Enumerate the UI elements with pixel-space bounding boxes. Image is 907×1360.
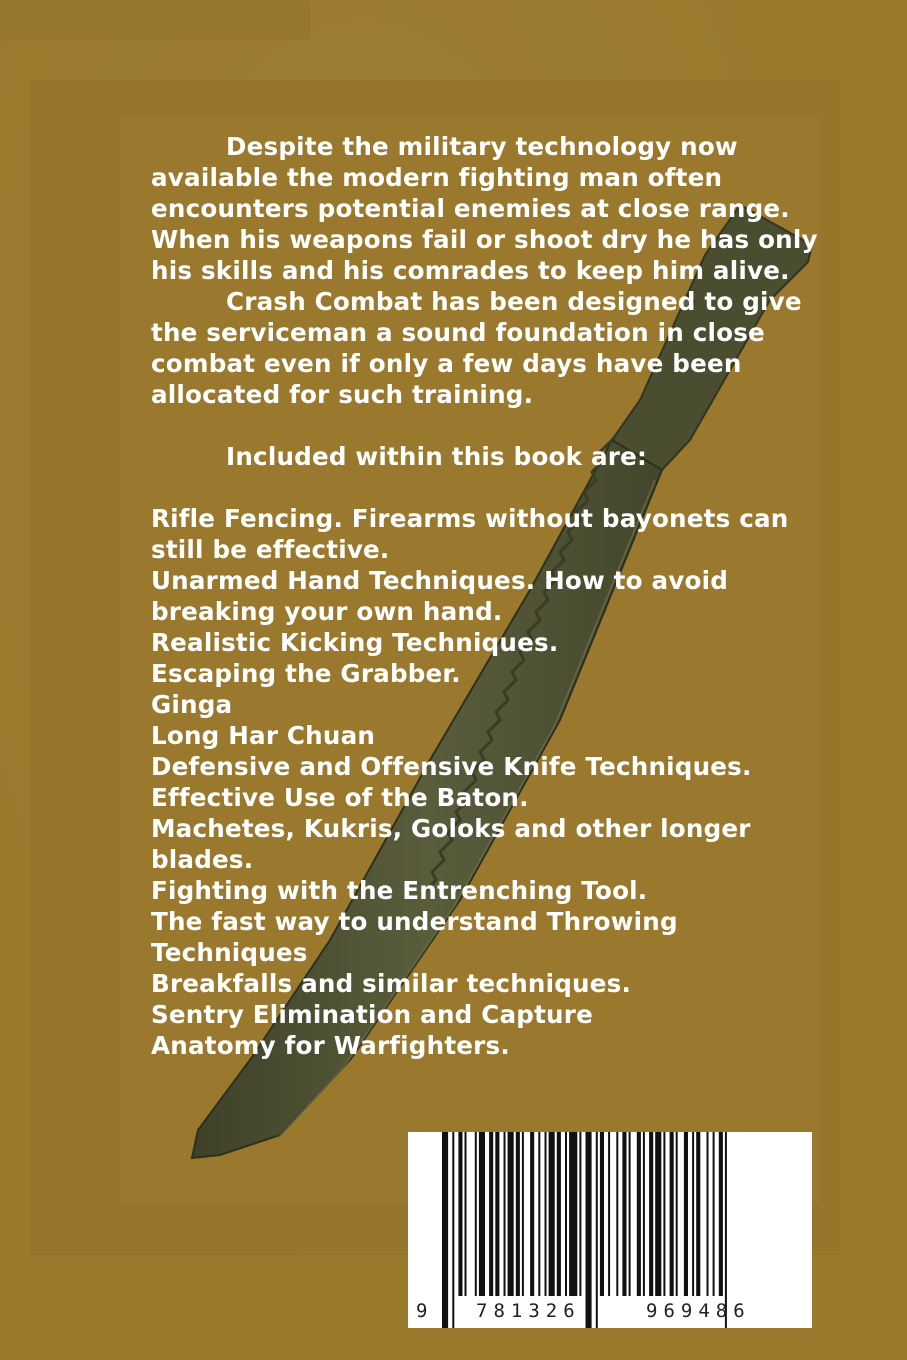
barcode-bar: [596, 1132, 598, 1328]
barcode-bar: [655, 1132, 661, 1296]
barcode-bar: [719, 1132, 723, 1296]
barcode-bar: [549, 1132, 555, 1296]
barcode-bar: [637, 1132, 641, 1296]
barcode-bar: [692, 1132, 694, 1296]
list-item: Long Har Chuan: [151, 721, 376, 750]
barcode-digit-first: 9: [416, 1300, 428, 1322]
blurb-text: [151, 131, 841, 1061]
barcode-bar: [479, 1132, 485, 1296]
barcode-bar: [475, 1132, 477, 1296]
barcode-bar: [608, 1132, 610, 1296]
barcode-bar: [707, 1132, 709, 1296]
barcode: [408, 1132, 812, 1328]
barcode-digits-right: 969486: [646, 1300, 751, 1322]
list-item: Ginga: [151, 690, 233, 719]
barcode-bar: [569, 1132, 577, 1296]
barcode-bar: [676, 1132, 678, 1296]
list-item: Rifle Fencing. Firearms without bayonets can still be effective.: [151, 504, 789, 564]
list-item: Fighting with the Entrenching Tool.: [151, 876, 648, 905]
list-item: Unarmed Hand Techniques. How to avoid breaking your own hand.: [151, 566, 729, 626]
barcode-bar: [579, 1132, 581, 1296]
barcode-bar: [713, 1132, 715, 1296]
barcode-bar: [622, 1132, 626, 1296]
barcode-bar: [538, 1132, 540, 1296]
list-item: Sentry Elimination and Capture: [151, 1000, 593, 1029]
barcode-bar: [452, 1132, 454, 1328]
barcode-bar: [725, 1132, 727, 1328]
barcode-bar: [545, 1132, 547, 1296]
included-heading: Included within this book are:: [226, 442, 647, 471]
list-item: Escaping the Grabber.: [151, 659, 461, 688]
list-item: The fast way to understand Throwing Techniques: [151, 907, 678, 967]
barcode-bar: [508, 1132, 514, 1296]
barcode-bar: [504, 1132, 506, 1296]
blurb-paragraph: Despite the military technology now available the modern fighting man often encounters potential enemies at close range. When his weapons fail or shoot dry he has only his skills and his comrades to keep him alive.: [151, 132, 818, 285]
list-item: Anatomy for Warfighters.: [151, 1031, 510, 1060]
barcode-bar: [458, 1132, 462, 1296]
barcode-bar: [530, 1132, 534, 1296]
barcode-bar: [442, 1132, 448, 1328]
barcode-bar: [557, 1132, 561, 1296]
barcode-bar: [629, 1132, 631, 1296]
barcode-bar: [643, 1132, 645, 1296]
barcode-bar: [565, 1132, 567, 1296]
barcode-bar: [489, 1132, 493, 1296]
barcode-bar: [616, 1132, 618, 1296]
barcode-bar: [465, 1132, 467, 1296]
list-item: Defensive and Offensive Knife Techniques.: [151, 752, 752, 781]
list-item: Breakfalls and similar techniques.: [151, 969, 632, 998]
barcode-bar: [684, 1132, 688, 1296]
barcode-bar: [522, 1132, 524, 1296]
barcode-bar: [663, 1132, 665, 1296]
barcode-bar: [586, 1132, 592, 1328]
barcode-bar: [600, 1132, 604, 1296]
barcode-bar: [696, 1132, 700, 1296]
barcode-bar: [670, 1132, 674, 1296]
barcode-bar: [649, 1132, 653, 1296]
list-item: Realistic Kicking Techniques.: [151, 628, 559, 657]
list-item: Effective Use of the Baton.: [151, 783, 529, 812]
barcode-digits-left: 781326: [476, 1300, 581, 1322]
barcode-bar: [516, 1132, 520, 1296]
blurb-paragraph: Crash Combat has been designed to give the serviceman a sound foundation in close combat even if only a few days have been allocated for such training.: [151, 287, 802, 409]
barcode-icon: [408, 1132, 812, 1328]
list-item: Machetes, Kukris, Goloks and other longer blades.: [151, 814, 751, 874]
barcode-bar: [495, 1132, 499, 1296]
